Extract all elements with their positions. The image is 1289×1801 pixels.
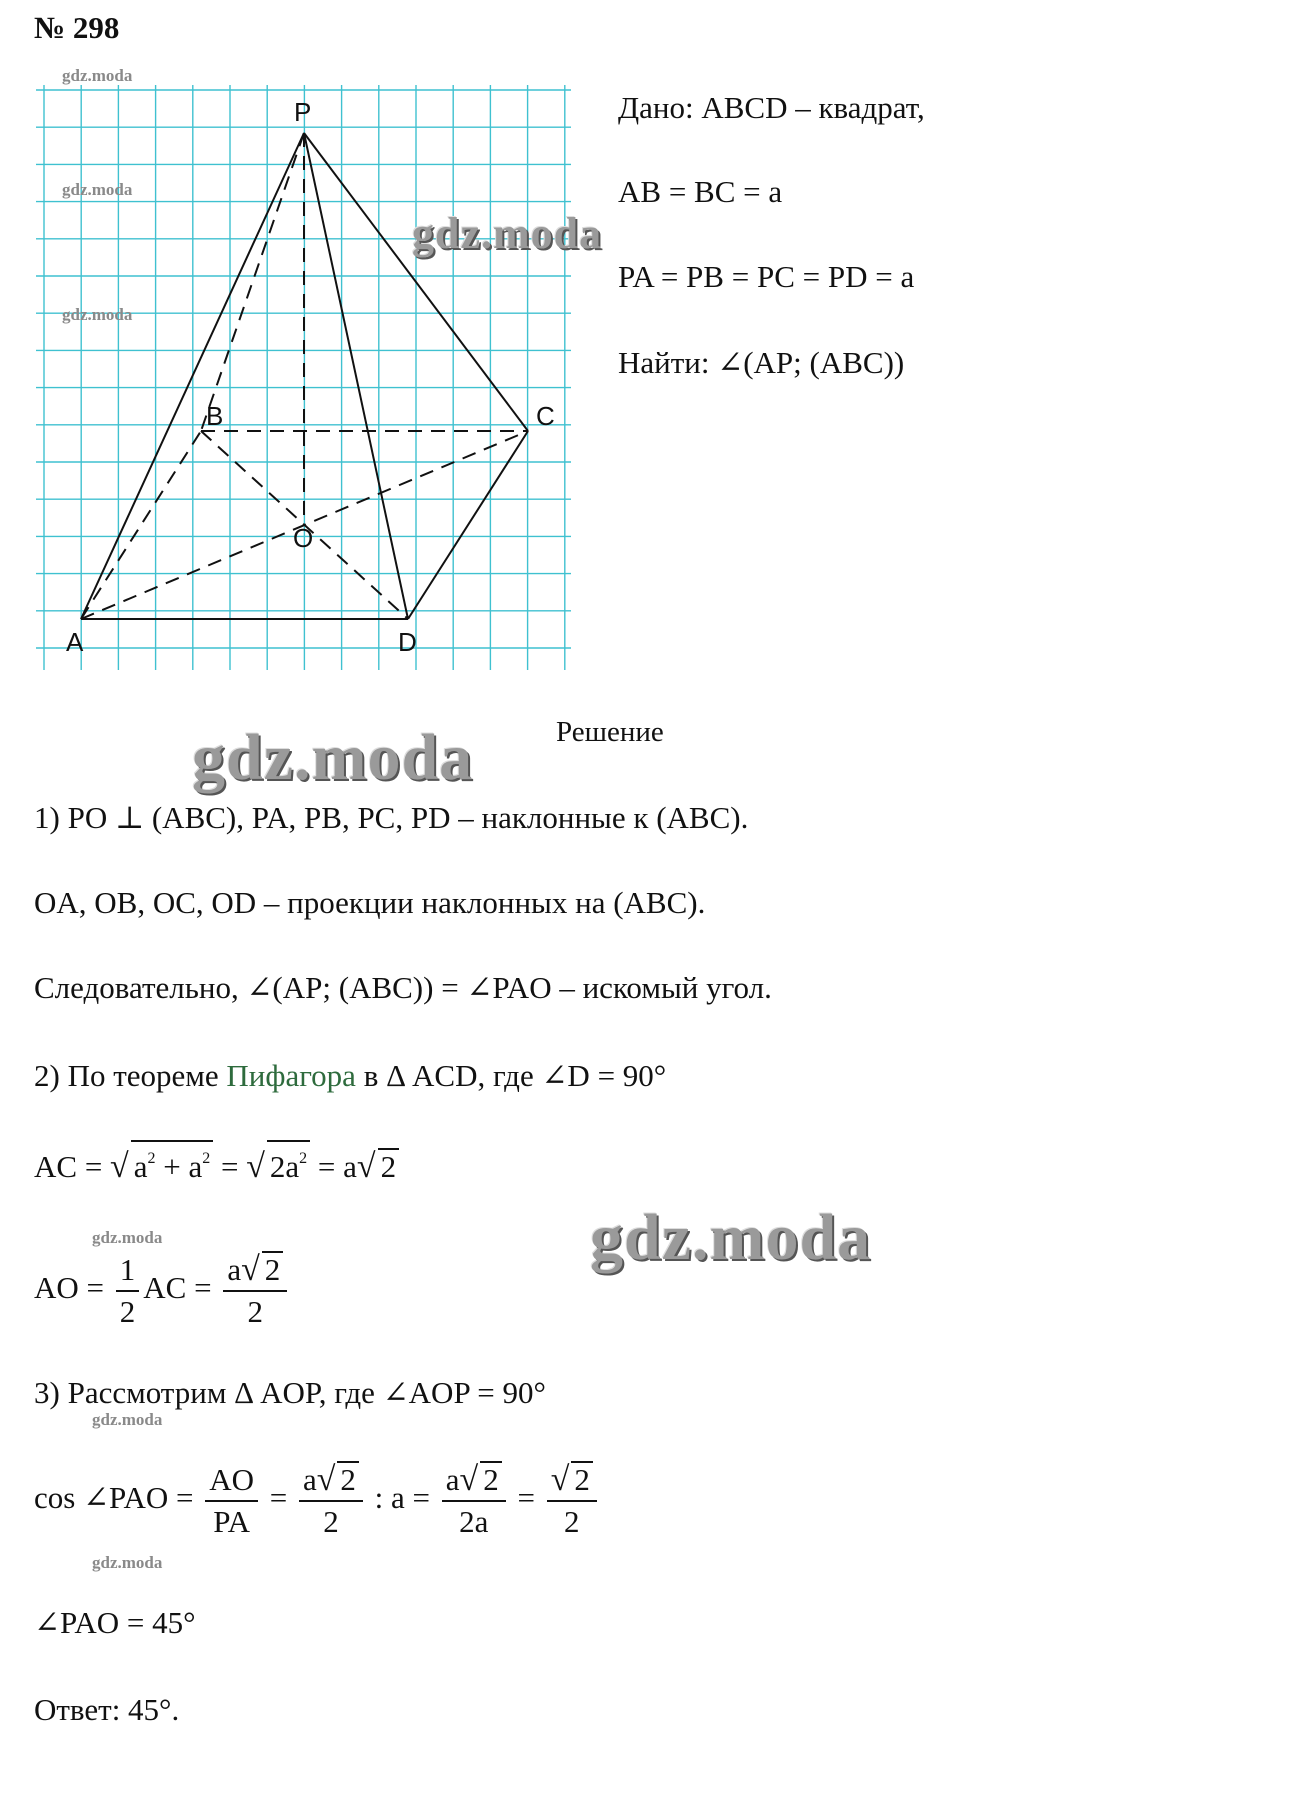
solution-title: Решение	[556, 716, 664, 748]
watermark: gdz.moda	[62, 305, 133, 324]
answer: Ответ: 45°.	[34, 1692, 180, 1727]
watermark: gdz.moda	[92, 1228, 163, 1247]
label-b: B	[206, 401, 224, 431]
solution-step-2	[34, 1058, 666, 1094]
solution-step-3: 3) Рассмотрим Δ AOP, где ∠AOP = 90°	[34, 1375, 546, 1410]
step-2-suffix: в Δ ACD, где ∠D = 90°	[355, 1058, 667, 1093]
watermark: gdz.moda	[62, 180, 133, 199]
watermark: gdz.moda	[62, 66, 133, 85]
label-c: C	[536, 401, 555, 431]
given-line: PA = PB = PC = PD = a	[618, 259, 915, 294]
edge-pb	[201, 133, 304, 431]
pyramid-figure	[36, 85, 576, 675]
label-d: D	[398, 627, 417, 657]
watermark-large: gdz.moda	[412, 209, 603, 258]
watermark: gdz.moda	[92, 1410, 163, 1429]
formula-ac: AC = √ $a^2 + a^2$ = √ $2a^2 = a√$ 2	[34, 1140, 399, 1186]
label-o: O	[293, 523, 314, 553]
label-p: P	[294, 97, 312, 127]
solution-step-1: 1) PO ⊥ (ABC), PA, PB, PC, PD – наклонные к (ABC).	[34, 800, 749, 835]
solution-step-1b: OA, OB, OC, OD – проекции наклонных на (ABC).	[34, 885, 706, 920]
problem-number: № 298	[34, 10, 120, 45]
pythagoras-name: Пифагора	[226, 1058, 356, 1093]
solution-step-1c: Следовательно, ∠(AP; (ABC)) = ∠PAO – искомый угол.	[34, 970, 772, 1005]
find-line: Найти: ∠(AP; (ABC))	[618, 345, 905, 380]
formula-cos: cos ∠PAO = $\frac{AO}{PA}$ = $\frac{a√ 2}{2}$ : a = $\frac{a√ 2}{2a}$ = $\frac{√ 2}{2}$	[34, 1460, 601, 1542]
watermark-large: gdz.moda	[590, 1201, 872, 1274]
given-line: AB = BC = a	[618, 174, 783, 209]
watermark: gdz.moda	[92, 1553, 163, 1572]
formula-ao: AO = $\frac{1}{2}$ AC = $\frac{a√ 2}{2}$	[34, 1250, 291, 1332]
label-a: A	[66, 627, 84, 657]
edge-dc	[408, 431, 528, 619]
grid-paper	[36, 85, 571, 670]
edge-ab	[81, 431, 201, 619]
edge-pd	[304, 133, 408, 619]
result-angle: ∠PAO = 45°	[34, 1605, 196, 1640]
step-2-prefix: 2) По теореме	[34, 1058, 227, 1093]
given-line: Дано: ABCD – квадрат,	[618, 90, 925, 125]
watermark-large: gdz.moda	[192, 721, 474, 794]
